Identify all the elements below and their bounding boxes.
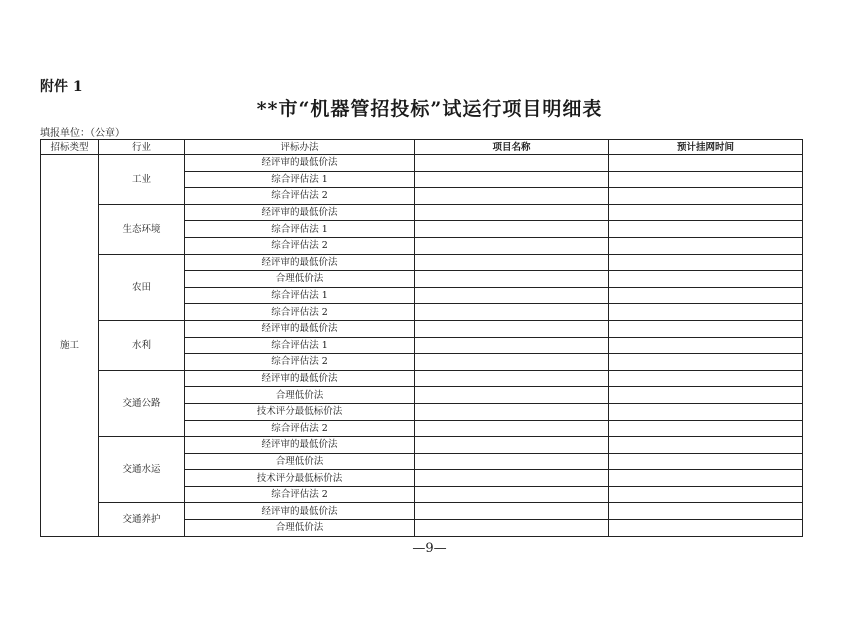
method-cell: 综合评估法 2 <box>185 354 415 371</box>
project-name-cell[interactable] <box>415 221 609 238</box>
method-cell: 综合评估法 1 <box>185 287 415 304</box>
project-name-cell[interactable] <box>415 354 609 371</box>
industry-cell: 工业 <box>99 155 185 205</box>
project-detail-table <box>40 139 803 537</box>
project-name-cell[interactable] <box>415 387 609 404</box>
project-name-cell[interactable] <box>415 287 609 304</box>
method-cell: 合理低价法 <box>185 387 415 404</box>
project-name-cell[interactable] <box>415 254 609 271</box>
table-row <box>41 204 803 221</box>
method-cell: 合理低价法 <box>185 453 415 470</box>
industry-cell: 农田 <box>99 254 185 320</box>
project-name-cell[interactable] <box>415 453 609 470</box>
planned-time-cell[interactable] <box>609 420 803 437</box>
attachment-label: 附件 1 <box>40 79 83 95</box>
planned-time-cell[interactable] <box>609 320 803 337</box>
project-name-cell[interactable] <box>415 520 609 537</box>
header-project-name: 项目名称 <box>415 140 609 155</box>
table-row <box>41 320 803 337</box>
planned-time-cell[interactable] <box>609 237 803 254</box>
planned-time-cell[interactable] <box>609 204 803 221</box>
planned-time-cell[interactable] <box>609 254 803 271</box>
method-cell: 技术评分最低标价法 <box>185 403 415 420</box>
project-name-cell[interactable] <box>415 486 609 503</box>
method-cell: 合理低价法 <box>185 520 415 537</box>
project-name-cell[interactable] <box>415 503 609 520</box>
planned-time-cell[interactable] <box>609 370 803 387</box>
method-cell: 综合评估法 1 <box>185 337 415 354</box>
method-cell: 综合评估法 2 <box>185 486 415 503</box>
industry-cell: 交通公路 <box>99 370 185 436</box>
planned-time-cell[interactable] <box>609 503 803 520</box>
planned-time-cell[interactable] <box>609 453 803 470</box>
method-cell: 综合评估法 1 <box>185 221 415 238</box>
planned-time-cell[interactable] <box>609 304 803 321</box>
bid-type-cell: 施工 <box>41 155 99 537</box>
project-name-cell[interactable] <box>415 188 609 205</box>
planned-time-cell[interactable] <box>609 171 803 188</box>
method-cell: 综合评估法 2 <box>185 237 415 254</box>
planned-time-cell[interactable] <box>609 354 803 371</box>
project-name-cell[interactable] <box>415 237 609 254</box>
project-name-cell[interactable] <box>415 320 609 337</box>
page-number: —9— <box>412 541 447 556</box>
method-cell: 经评审的最低价法 <box>185 320 415 337</box>
planned-time-cell[interactable] <box>609 155 803 172</box>
industry-cell: 交通水运 <box>99 437 185 503</box>
method-cell: 合理低价法 <box>185 271 415 288</box>
method-cell: 经评审的最低价法 <box>185 155 415 172</box>
table-row <box>41 437 803 454</box>
table-row <box>41 155 803 172</box>
method-cell: 综合评估法 2 <box>185 188 415 205</box>
project-name-cell[interactable] <box>415 304 609 321</box>
project-name-cell[interactable] <box>415 204 609 221</box>
planned-time-cell[interactable] <box>609 437 803 454</box>
planned-time-cell[interactable] <box>609 271 803 288</box>
planned-time-cell[interactable] <box>609 520 803 537</box>
project-name-cell[interactable] <box>415 337 609 354</box>
planned-time-cell[interactable] <box>609 221 803 238</box>
header-industry: 行业 <box>99 140 185 155</box>
header-planned-time: 预计挂网时间 <box>609 140 803 155</box>
planned-time-cell[interactable] <box>609 337 803 354</box>
planned-time-cell[interactable] <box>609 470 803 487</box>
planned-time-cell[interactable] <box>609 387 803 404</box>
project-name-cell[interactable] <box>415 370 609 387</box>
planned-time-cell[interactable] <box>609 486 803 503</box>
planned-time-cell[interactable] <box>609 403 803 420</box>
industry-cell: 交通养护 <box>99 503 185 536</box>
document-title: **市“机器管招投标”试运行项目明细表 <box>256 98 603 120</box>
header-bid-type: 招标类型 <box>41 140 99 155</box>
method-cell: 技术评分最低标价法 <box>185 470 415 487</box>
table-header-row <box>41 140 803 155</box>
industry-cell: 生态环境 <box>99 204 185 254</box>
method-cell: 经评审的最低价法 <box>185 370 415 387</box>
method-cell: 综合评估法 2 <box>185 304 415 321</box>
header-method: 评标办法 <box>185 140 415 155</box>
project-name-cell[interactable] <box>415 271 609 288</box>
table-row <box>41 254 803 271</box>
method-cell: 经评审的最低价法 <box>185 503 415 520</box>
method-cell: 经评审的最低价法 <box>185 437 415 454</box>
method-cell: 综合评估法 2 <box>185 420 415 437</box>
table-row <box>41 503 803 520</box>
project-name-cell[interactable] <box>415 403 609 420</box>
table-body <box>41 155 803 537</box>
project-name-cell[interactable] <box>415 437 609 454</box>
table-row <box>41 370 803 387</box>
project-name-cell[interactable] <box>415 420 609 437</box>
project-name-cell[interactable] <box>415 171 609 188</box>
fill-unit-label: 填报单位：（公章） <box>40 128 125 139</box>
method-cell: 经评审的最低价法 <box>185 204 415 221</box>
project-name-cell[interactable] <box>415 470 609 487</box>
method-cell: 经评审的最低价法 <box>185 254 415 271</box>
industry-cell: 水利 <box>99 320 185 370</box>
planned-time-cell[interactable] <box>609 188 803 205</box>
method-cell: 综合评估法 1 <box>185 171 415 188</box>
project-name-cell[interactable] <box>415 155 609 172</box>
planned-time-cell[interactable] <box>609 287 803 304</box>
